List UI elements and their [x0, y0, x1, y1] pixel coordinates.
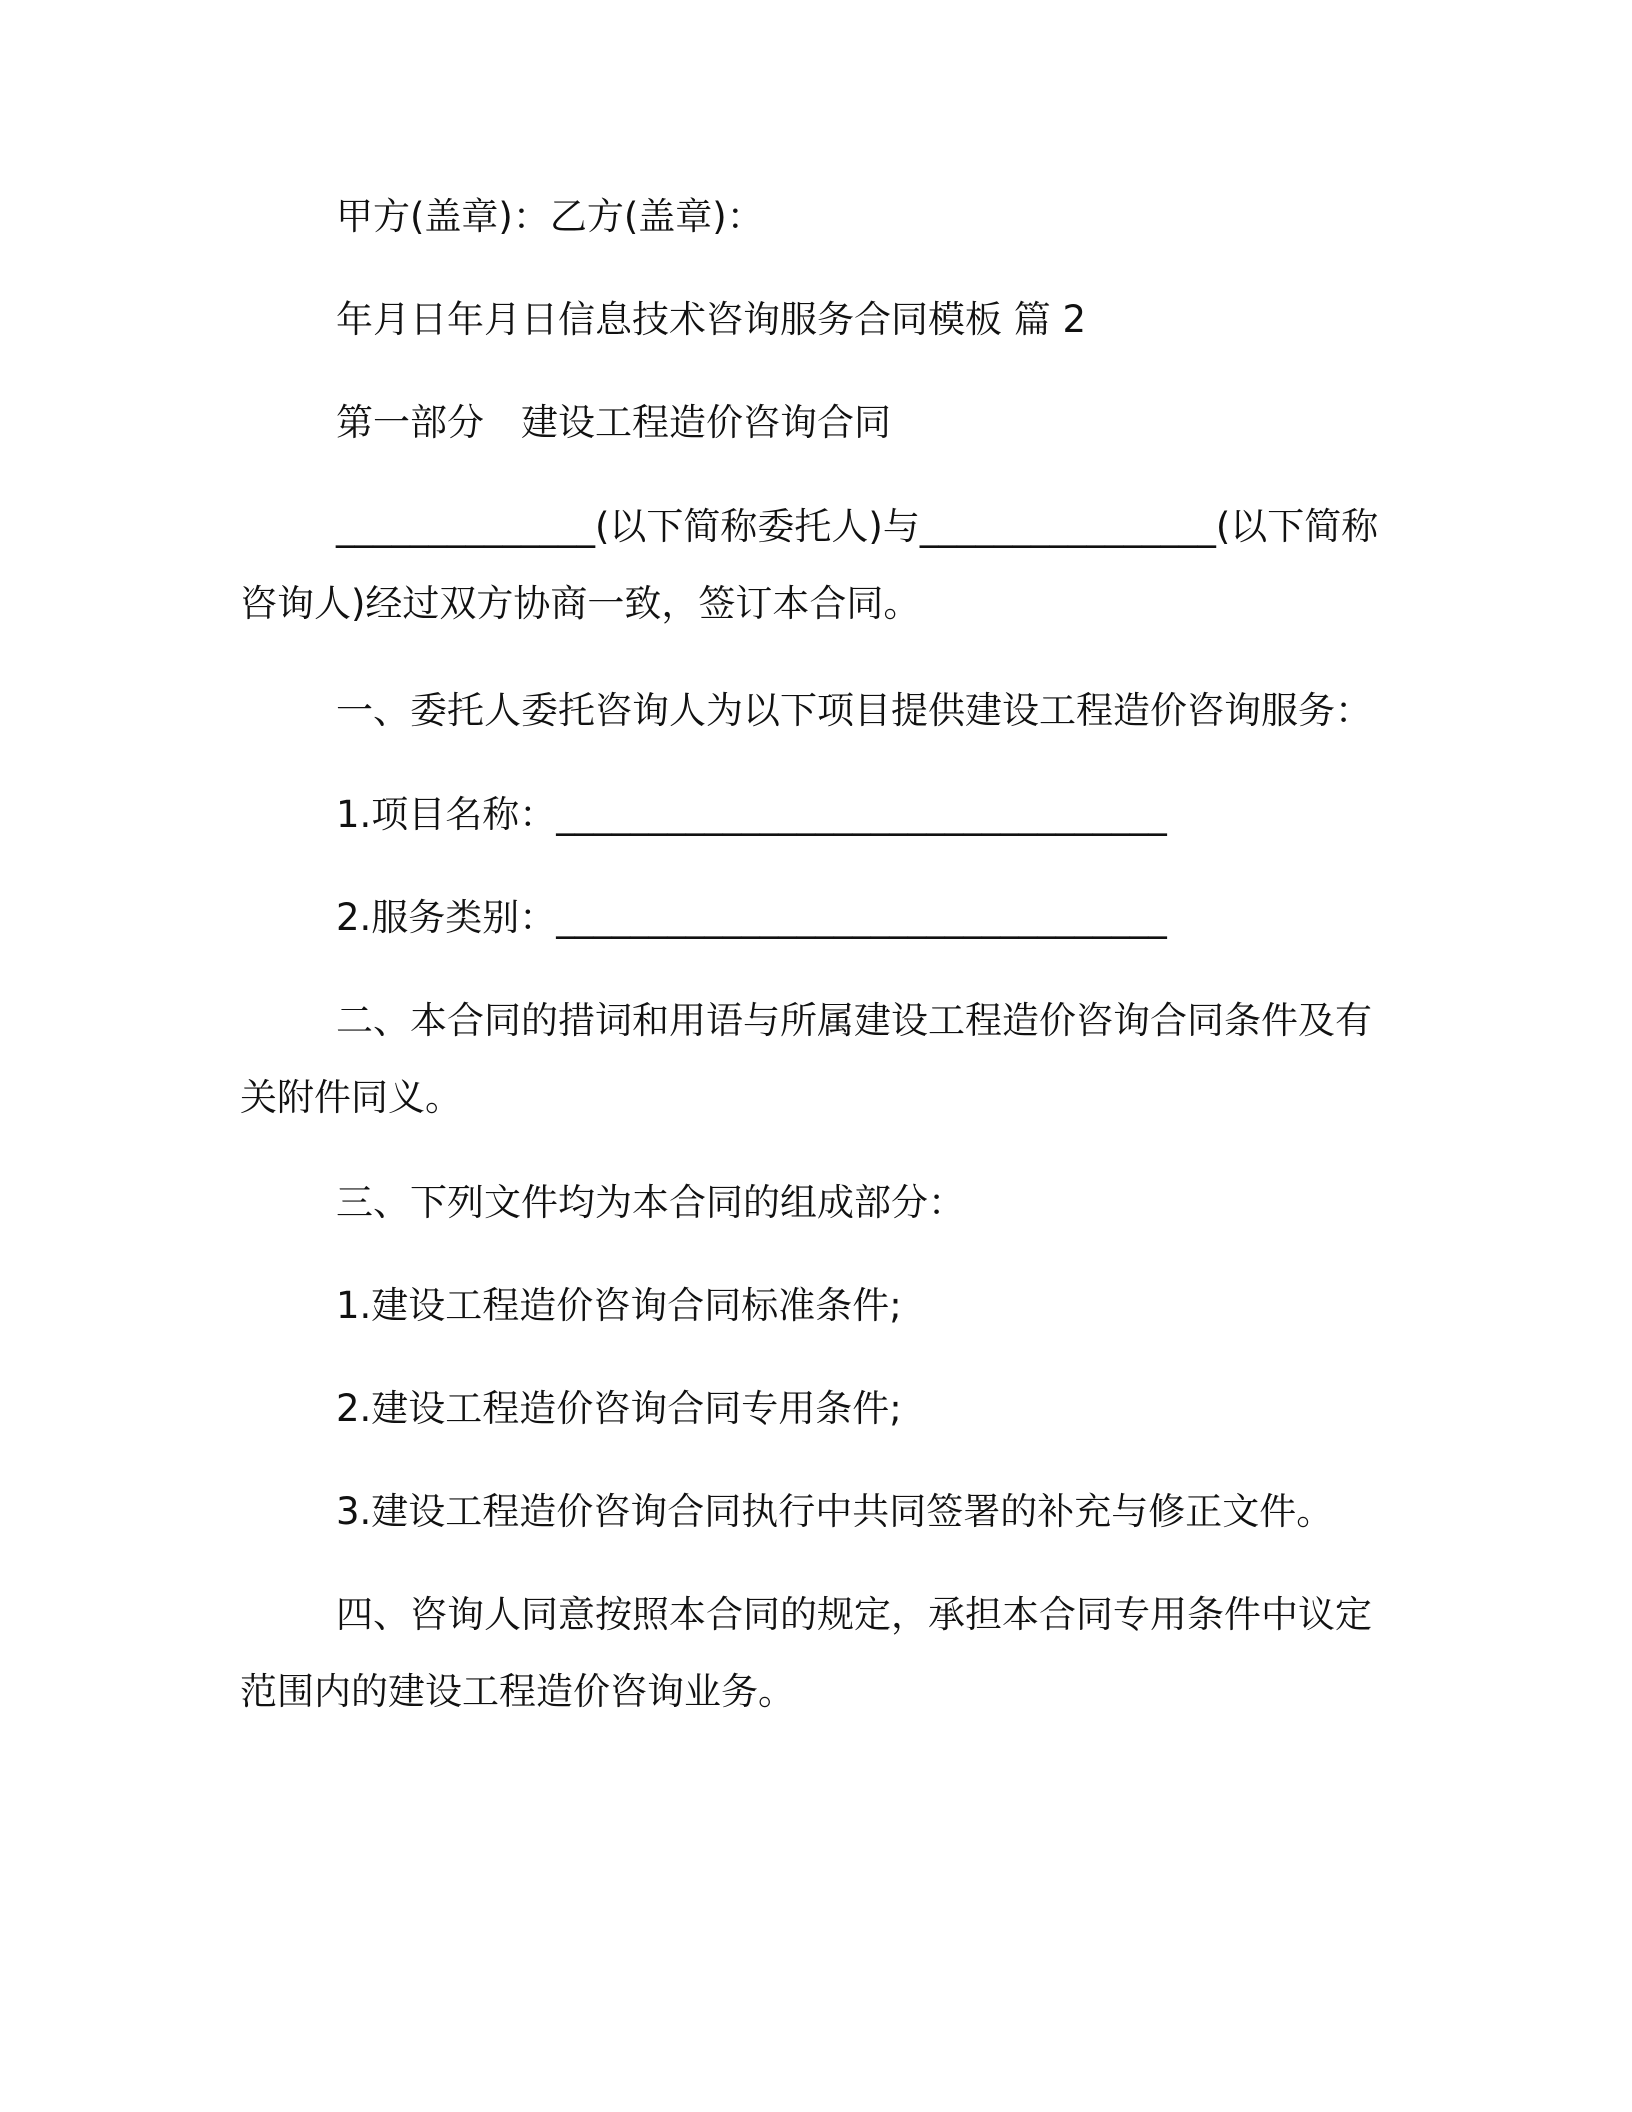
project-name-line: 1.项目名称：_________________________________ — [336, 793, 1167, 836]
clause-four: 四、咨询人同意按照本合同的规定，承担本合同专用条件中议定范围内的建设工程造价咨询业务。 — [240, 1593, 1372, 1713]
service-category-line: 2.服务类别：_________________________________ — [336, 896, 1167, 939]
parties-paragraph: ______________(以下简称委托人)与________________(以下简称咨询人)经过双方协商一致，签订本合同。 — [240, 505, 1379, 625]
signature-line: 甲方(盖章)：乙方(盖章)： — [336, 195, 764, 238]
clause-three-item-3: 3.建设工程造价咨询合同执行中共同签署的补充与修正文件。 — [336, 1490, 1334, 1533]
clause-one: 一、委托人委托咨询人为以下项目提供建设工程造价咨询服务： — [336, 689, 1372, 732]
date-and-title-line: 年月日年月日信息技术咨询服务合同模板 篇 2 — [336, 298, 1087, 341]
clause-three: 三、下列文件均为本合同的组成部分： — [336, 1181, 965, 1224]
clause-three-item-1: 1.建设工程造价咨询合同标准条件; — [336, 1284, 902, 1327]
clause-two: 二、本合同的措词和用语与所属建设工程造价咨询合同条件及有关附件同义。 — [240, 999, 1372, 1119]
part-heading: 第一部分 建设工程造价咨询合同 — [336, 401, 891, 444]
clause-three-item-2: 2.建设工程造价咨询合同专用条件; — [336, 1387, 902, 1430]
